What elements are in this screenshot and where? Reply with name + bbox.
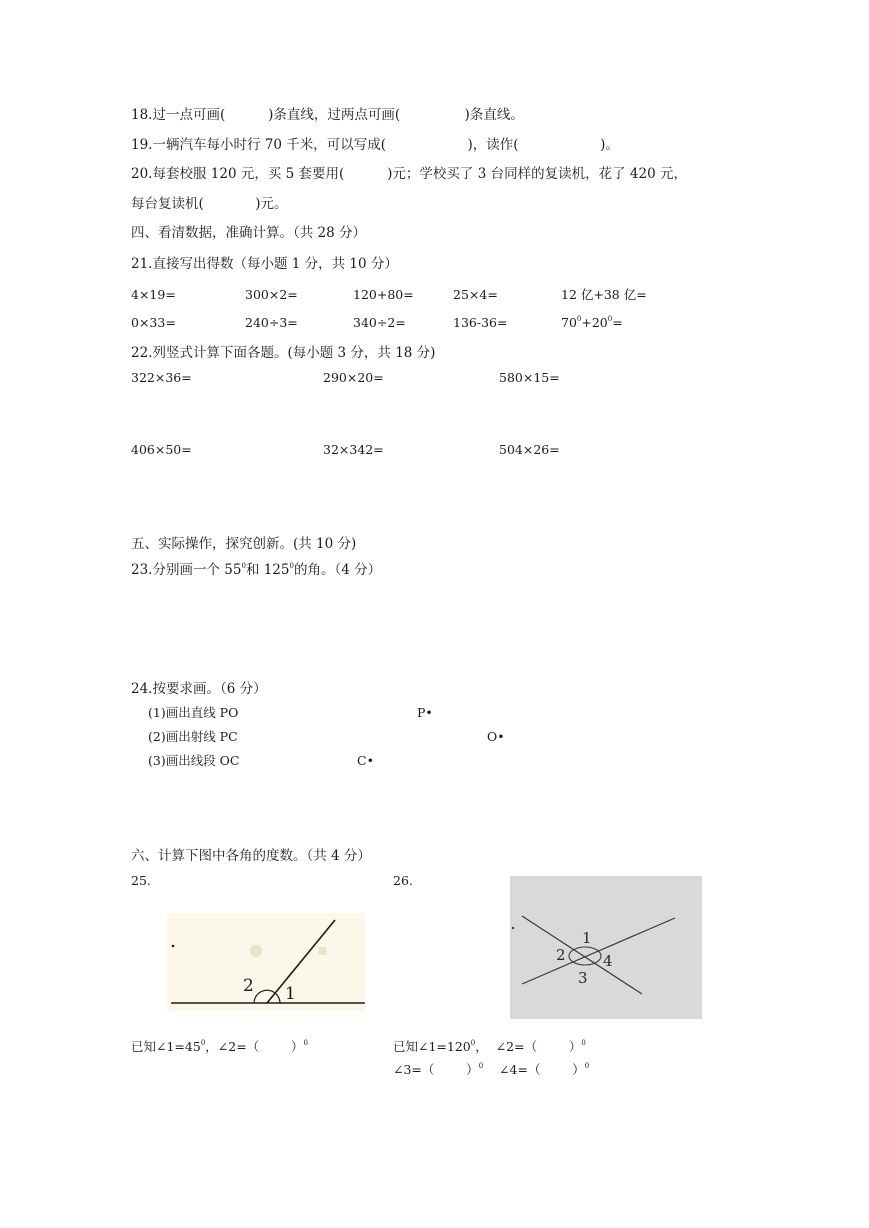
vertical-item: 32×342= bbox=[323, 442, 384, 457]
question-18: 18.过一点可画( )条直线，过两点可画( )条直线。 bbox=[131, 107, 524, 123]
section-4-heading: 四、看清数据，准确计算。（共 28 分） bbox=[131, 225, 367, 241]
point-c: C• bbox=[357, 753, 374, 768]
oral-item: 120+80= bbox=[353, 287, 414, 302]
question-25: 25. bbox=[131, 873, 151, 888]
oral-item: 4×19= bbox=[131, 287, 176, 302]
answer-26-line1: 已知$\angle 1=120^0$， ∠2=（ ）$^0$ bbox=[393, 1039, 586, 1054]
question-26: 26. bbox=[393, 873, 413, 888]
question-24-part2: (2)画出射线 PC bbox=[148, 729, 238, 744]
section-6-heading: 六、计算下图中各角的度数。（共 4 分） bbox=[131, 848, 371, 864]
angle-label: 4 bbox=[603, 952, 613, 970]
vertical-item: 322×36= bbox=[131, 370, 192, 385]
question-21: 21.直接写出得数（每小题 1 分，共 10 分） bbox=[131, 256, 398, 272]
point-o: O• bbox=[487, 729, 505, 744]
angle-label: 1 bbox=[582, 929, 592, 947]
section-5-heading: 五、实际操作，探究创新。(共 10 分) bbox=[131, 536, 357, 552]
question-23: 23.分别画一个 $55^0$和 $125^0$的角。（4 分） bbox=[131, 562, 382, 578]
answer-26-line2: ∠3=（ ）$^0$ ∠4=（ ）$^0$ bbox=[393, 1062, 590, 1077]
angle-figure-26 bbox=[510, 876, 702, 1019]
question-20-line2: 每台复读机( )元。 bbox=[131, 196, 288, 212]
question-24-part1: (1)画出直线 PO bbox=[148, 705, 239, 720]
oral-item: 0×33= bbox=[131, 315, 176, 330]
vertical-item: 290×20= bbox=[323, 370, 384, 385]
vertical-item: 580×15= bbox=[499, 370, 560, 385]
oral-item: 300×2= bbox=[245, 287, 298, 302]
answer-25: 已知$\angle 1=45^0$，∠2=（ ）$^0$ bbox=[131, 1039, 308, 1054]
angle-label: 2 bbox=[243, 976, 254, 996]
question-24: 24.按要求画。（6 分） bbox=[131, 681, 267, 697]
oral-item: 136-36= bbox=[453, 315, 508, 330]
question-22: 22.列竖式计算下面各题。(每小题 3 分，共 18 分) bbox=[131, 345, 436, 361]
angle-label: 3 bbox=[578, 969, 588, 987]
oral-item: 25×4= bbox=[453, 287, 498, 302]
vertical-item: 406×50= bbox=[131, 442, 192, 457]
oral-item: 240÷3= bbox=[245, 315, 298, 330]
oral-item: 12 亿+38 亿= bbox=[561, 287, 647, 302]
angle-label: 2 bbox=[556, 946, 566, 964]
svg-text:●: ● bbox=[249, 940, 263, 959]
oral-item: 340÷2= bbox=[353, 315, 406, 330]
oral-item-degrees: $70^0+20^0=$ bbox=[561, 315, 623, 330]
point-p: P• bbox=[417, 705, 433, 720]
question-19: 19.一辆汽车每小时行 70 千米，可以写成( )，读作( )。 bbox=[131, 137, 619, 153]
angle-figure-25 bbox=[167, 913, 365, 1011]
vertical-item: 504×26= bbox=[499, 442, 560, 457]
question-24-part3: (3)画出线段 OC bbox=[148, 753, 240, 768]
question-20-line1: 20.每套校服 120 元，买 5 套要用( )元；学校买了 3 台同样的复读机，花了 420 元， bbox=[131, 166, 687, 182]
angle-label: 1 bbox=[285, 984, 296, 1004]
svg-text:▪: ▪ bbox=[317, 940, 328, 959]
